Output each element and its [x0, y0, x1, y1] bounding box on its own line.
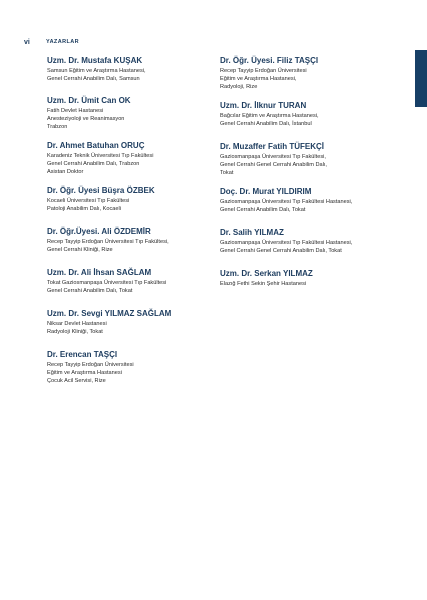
author-entry	[47, 56, 222, 83]
author-affiliation-line: Gaziosmanpaşa Üniversitesi Tıp Fakültesi Hastanesi,	[220, 199, 353, 205]
author-entry	[220, 228, 395, 255]
author-name: Uzm. Dr. İlknur TURAN	[220, 101, 307, 110]
author-name: Dr. Öğr.Üyesi. Ali ÖZDEMİR	[47, 227, 151, 236]
author-affiliation-line: Genel Cerrahi Anabilim Dalı, Tokat	[220, 207, 306, 213]
author-entry	[47, 268, 222, 295]
author-affiliation-line: Tokat	[220, 170, 234, 176]
author-entry	[47, 227, 222, 254]
author-entry	[47, 141, 222, 176]
author-affiliation-line: Radyoloji Kliniği, Tokat	[47, 329, 103, 335]
author-name: Uzm. Dr. Ali İhsan SAĞLAM	[47, 268, 152, 277]
author-affiliation-line: Genel Cerrahi Kliniği, Rize	[47, 247, 113, 253]
author-affiliation-line: Genel Cerrahi Genel Cerrahi Anabilim Dalı, Tokat	[220, 248, 342, 254]
author-affiliation-line: Samsun Eğitim ve Araştırma Hastanesi,	[47, 68, 146, 74]
author-affiliation-line: Kocaeli Üniversitesi Tıp Fakültesi	[47, 198, 130, 204]
author-affiliation-line: Çocuk Acil Servisi, Rize	[47, 378, 106, 384]
author-entry	[47, 96, 222, 131]
author-name: Dr. Salih YILMAZ	[220, 228, 284, 237]
author-entry	[220, 269, 395, 288]
author-affiliation-line: Eğitim ve Araştırma Hastanesi,	[220, 76, 297, 82]
author-affiliation-line: Genel Cerrahi Anabilim Dalı, İstanbul	[220, 121, 312, 127]
page-header	[24, 36, 79, 48]
section-title: YAZARLAR	[46, 39, 79, 45]
author-entry	[47, 309, 222, 336]
authors-right-column	[220, 56, 395, 288]
author-affiliation-line: Genel Cerrahi Anabilim Dalı, Tokat	[47, 288, 133, 294]
author-name: Uzm. Dr. Sevgi YILMAZ SAĞLAM	[47, 309, 172, 318]
author-affiliation-line: Recep Tayyip Erdoğan Üniversitesi	[220, 68, 307, 74]
author-affiliation-line: Elazığ Fethi Sekin Şehir Hastanesi	[220, 281, 307, 287]
author-affiliation-line: Niksar Devlet Hastanesi	[47, 321, 107, 327]
author-affiliation-line: Gaziosmanpaşa Üniversitesi Tıp Fakültesi Hastanesi,	[220, 240, 353, 246]
author-affiliation-line: Patoloji Anabilim Dalı, Kocaeli	[47, 206, 121, 212]
author-affiliation-line: Fatih Devlet Hastanesi	[47, 108, 104, 114]
author-affiliation-line: Trabzon	[47, 124, 68, 130]
chapter-tab	[415, 50, 427, 107]
author-name: Dr. Muzaffer Fatih TÜFEKÇİ	[220, 142, 325, 151]
author-affiliation-line: Karadeniz Teknik Üniversitesi Tıp Fakültesi	[47, 153, 154, 159]
authors-left-column	[47, 56, 222, 385]
author-affiliation-line: Tokat Gaziosmanpaşa Üniversitesi Tıp Fakültesi	[47, 280, 167, 286]
author-entry	[220, 101, 395, 128]
author-entry	[220, 187, 395, 214]
author-name: Dr. Erencan TAŞÇI	[47, 350, 118, 359]
author-affiliation-line: Gaziosmanpaşa Üniversitesi Tıp Fakültesi,	[220, 154, 326, 160]
author-affiliation-line: Recep Tayyip Erdoğan Üniversitesi	[47, 362, 134, 368]
author-entry	[47, 186, 222, 213]
author-affiliation-line: Radyoloji, Rize	[220, 84, 258, 90]
author-affiliation-line: Asistan Doktor	[47, 169, 84, 175]
author-affiliation-line: Recep Tayyip Erdoğan Üniversitesi Tıp Fakültesi,	[47, 239, 169, 245]
page-number: vi	[24, 38, 30, 46]
author-name: Uzm. Dr. Mustafa KUŞAK	[47, 56, 143, 65]
author-name: Dr. Ahmet Batuhan ORUÇ	[47, 141, 145, 150]
author-name: Dr. Öğr. Üyesi Büşra ÖZBEK	[47, 186, 155, 195]
author-affiliation-line: Genel Cerrahi Genel Cerrahi Anabilim Dalı,	[220, 162, 327, 168]
author-name: Uzm. Dr. Ümit Can OK	[47, 96, 131, 105]
author-entry	[47, 350, 222, 385]
author-name: Dr. Öğr. Üyesi. Filiz TAŞÇI	[220, 56, 319, 65]
author-entry	[220, 56, 395, 91]
author-name: Uzm. Dr. Serkan YILMAZ	[220, 269, 313, 278]
author-affiliation-line: Anesteziyoloji ve Reanimasyon	[47, 116, 125, 122]
author-affiliation-line: Genel Cerrahi Anabilim Dalı, Trabzon	[47, 161, 140, 167]
author-name: Doç. Dr. Murat YILDIRIM	[220, 187, 312, 196]
author-affiliation-line: Bağcılar Eğitim ve Araştırma Hastanesi,	[220, 113, 319, 119]
author-entry	[220, 142, 395, 177]
author-affiliation-line: Eğitim ve Araştırma Hastanesi	[47, 370, 122, 376]
author-affiliation-line: Genel Cerrahi Anabilim Dalı, Samsun	[47, 76, 140, 82]
